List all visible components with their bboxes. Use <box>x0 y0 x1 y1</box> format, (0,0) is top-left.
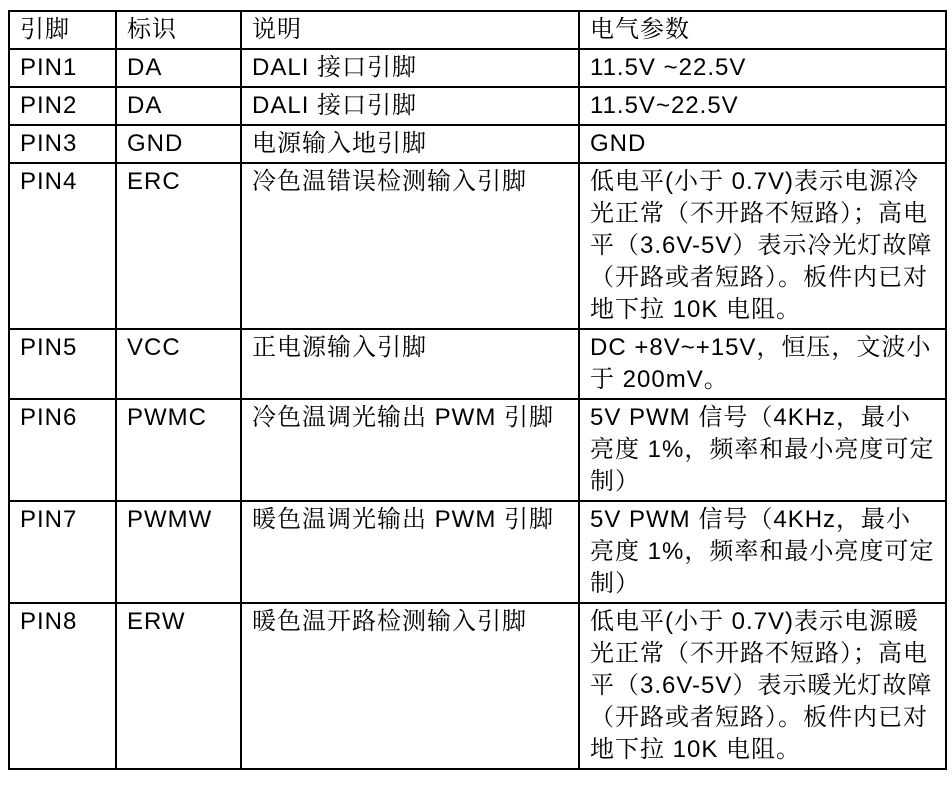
header-cell-params: 电气参数 <box>579 11 946 49</box>
pin-cell: PIN8 <box>9 603 116 769</box>
params-cell: 5V PWM 信号（4KHz，最小亮度 1%，频率和最小亮度可定制） <box>579 501 946 603</box>
header-cell-pin: 引脚 <box>9 11 116 49</box>
pin-cell: PIN6 <box>9 399 116 501</box>
pin-cell: PIN4 <box>9 163 116 329</box>
table-row-pin2 <box>9 87 946 125</box>
label-cell: PWMW <box>116 501 241 603</box>
description-cell: 冷色温调光输出 PWM 引脚 <box>241 399 579 501</box>
description-cell: 冷色温错误检测输入引脚 <box>241 163 579 329</box>
description-cell: DALI 接口引脚 <box>241 49 579 87</box>
label-cell: ERC <box>116 163 241 329</box>
table-row-pin4 <box>9 163 946 329</box>
label-cell: PWMC <box>116 399 241 501</box>
table-row-pin7 <box>9 501 946 603</box>
params-cell: 低电平(小于 0.7V)表示电源暖光正常（不开路不短路）；高电平（3.6V-5V）表示暖光灯故障（开路或者短路）。板件内已对地下拉 10K 电阻。 <box>579 603 946 769</box>
label-cell: DA <box>116 49 241 87</box>
header-cell-label: 标识 <box>116 11 241 49</box>
table-row-pin8 <box>9 603 946 769</box>
params-cell: 5V PWM 信号（4KHz，最小亮度 1%，频率和最小亮度可定制） <box>579 399 946 501</box>
table-row-pin5 <box>9 329 946 399</box>
description-cell: DALI 接口引脚 <box>241 87 579 125</box>
label-cell: VCC <box>116 329 241 399</box>
label-cell: ERW <box>116 603 241 769</box>
description-cell: 暖色温开路检测输入引脚 <box>241 603 579 769</box>
label-cell: GND <box>116 125 241 163</box>
description-cell: 暖色温调光输出 PWM 引脚 <box>241 501 579 603</box>
params-cell: 11.5V ~22.5V <box>579 49 946 87</box>
pin-definition-table <box>8 10 947 770</box>
table-row-pin3 <box>9 125 946 163</box>
pin-cell: PIN5 <box>9 329 116 399</box>
pin-cell: PIN7 <box>9 501 116 603</box>
label-cell: DA <box>116 87 241 125</box>
table-row-pin1 <box>9 49 946 87</box>
description-cell: 正电源输入引脚 <box>241 329 579 399</box>
table-header-row <box>9 11 946 49</box>
description-cell: 电源输入地引脚 <box>241 125 579 163</box>
pin-cell: PIN1 <box>9 49 116 87</box>
params-cell: 11.5V~22.5V <box>579 87 946 125</box>
params-cell: DC +8V~+15V，恒压，文波小于 200mV。 <box>579 329 946 399</box>
params-cell: GND <box>579 125 946 163</box>
params-cell: 低电平(小于 0.7V)表示电源冷光正常（不开路不短路）；高电平（3.6V-5V）表示冷光灯故障（开路或者短路）。板件内已对地下拉 10K 电阻。 <box>579 163 946 329</box>
header-cell-description: 说明 <box>241 11 579 49</box>
table-row-pin6 <box>9 399 946 501</box>
pin-cell: PIN3 <box>9 125 116 163</box>
pin-cell: PIN2 <box>9 87 116 125</box>
